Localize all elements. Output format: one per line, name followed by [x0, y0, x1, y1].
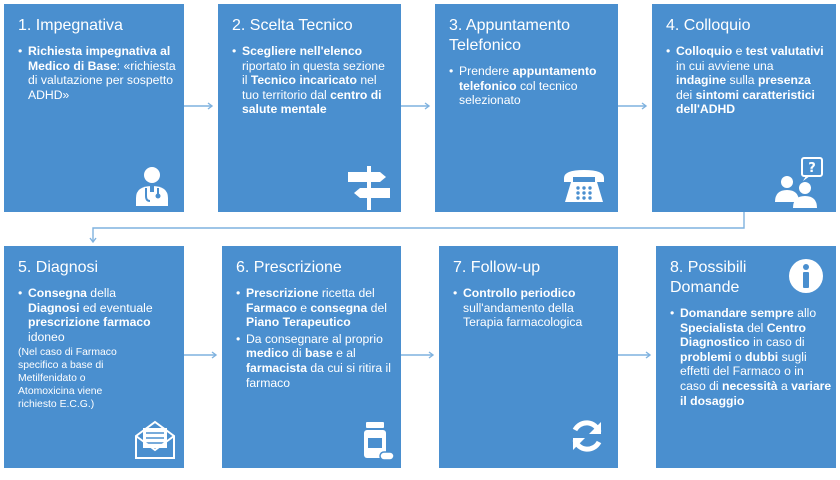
- medicine-icon: [360, 420, 394, 462]
- step-card-3: [435, 4, 618, 212]
- step-card-2: [218, 4, 401, 212]
- step-title: 3. Appuntamento Telefonico: [449, 17, 570, 54]
- step-card-1: [4, 4, 184, 212]
- doctor-icon: [130, 164, 174, 208]
- step-bullets: [666, 44, 826, 117]
- step-card-4: [652, 4, 836, 212]
- step-bullet: • Prescrizione ricetta del Farmaco e consegna del Piano Terapeutico: [246, 286, 396, 330]
- step-title: 1. Impegnativa: [18, 17, 123, 34]
- step-bullet: • Domandare sempre allo Specialista del Centro Diagnostico in caso di problemi o dubbi sugli effetti del Farmaco o in caso di necessità a variare il dosaggio: [680, 306, 832, 408]
- step-title: 6. Prescrizione: [236, 259, 342, 276]
- step-title: 7. Follow-up: [453, 259, 541, 276]
- step-bullets: [453, 286, 613, 330]
- step-title: 8. Possibili Domande: [670, 259, 747, 296]
- step-bullet: • Colloquio e test valutativi in cui avviene una indagine sulla presenza dei sintomi caratteristici dell'ADHD: [676, 44, 826, 117]
- step-title: 4. Colloquio: [666, 17, 751, 34]
- step-bullet: • Richiesta impegnativa al Medico di Base: «richiesta di valutazione per sospetto ADHD»: [28, 44, 178, 102]
- step-card-5: [4, 246, 184, 468]
- step-bullet: • Da consegnare al proprio medico di base e al farmacista da cui si ritira il farmaco: [246, 332, 396, 390]
- step-card-7: [439, 246, 618, 468]
- envelope-icon: [134, 420, 176, 460]
- step-bullets: [236, 286, 396, 390]
- step-bullet: • Controllo periodico sull'andamento della Terapia farmacologica: [463, 286, 613, 330]
- step-title: 2. Scelta Tecnico: [232, 17, 353, 34]
- step-note: (Nel caso di Farmaco specifico a base di Metilfenidato o Atomoxicina viene richiesto E.C.G.): [18, 347, 117, 411]
- step-bullet: • Prendere appuntamento telefonico col tecnico selezionato: [459, 64, 609, 108]
- svg-text:?: ?: [808, 161, 816, 176]
- step-title: 5. Diagnosi: [18, 259, 99, 276]
- step-bullets: [18, 286, 166, 344]
- consultation-icon: [772, 156, 824, 208]
- step-bullets: [232, 44, 392, 117]
- step-bullets: [18, 44, 178, 102]
- signpost-icon: [344, 164, 394, 210]
- step-bullet: • Scegliere nell'elenco riportato in questa sezione il Tecnico incaricato nel tuo territorio dal centro di salute mentale: [242, 44, 392, 117]
- telephone-icon: [561, 166, 607, 206]
- step-bullets: [670, 306, 832, 408]
- info-icon: [788, 258, 824, 294]
- refresh-icon: [567, 416, 607, 456]
- step-card-6: [222, 246, 401, 468]
- step-bullets: [449, 64, 609, 108]
- step-card-8: [656, 246, 836, 468]
- step-bullet: • Consegna della Diagnosi ed eventuale prescrizione farmaco idoneo: [28, 286, 166, 344]
